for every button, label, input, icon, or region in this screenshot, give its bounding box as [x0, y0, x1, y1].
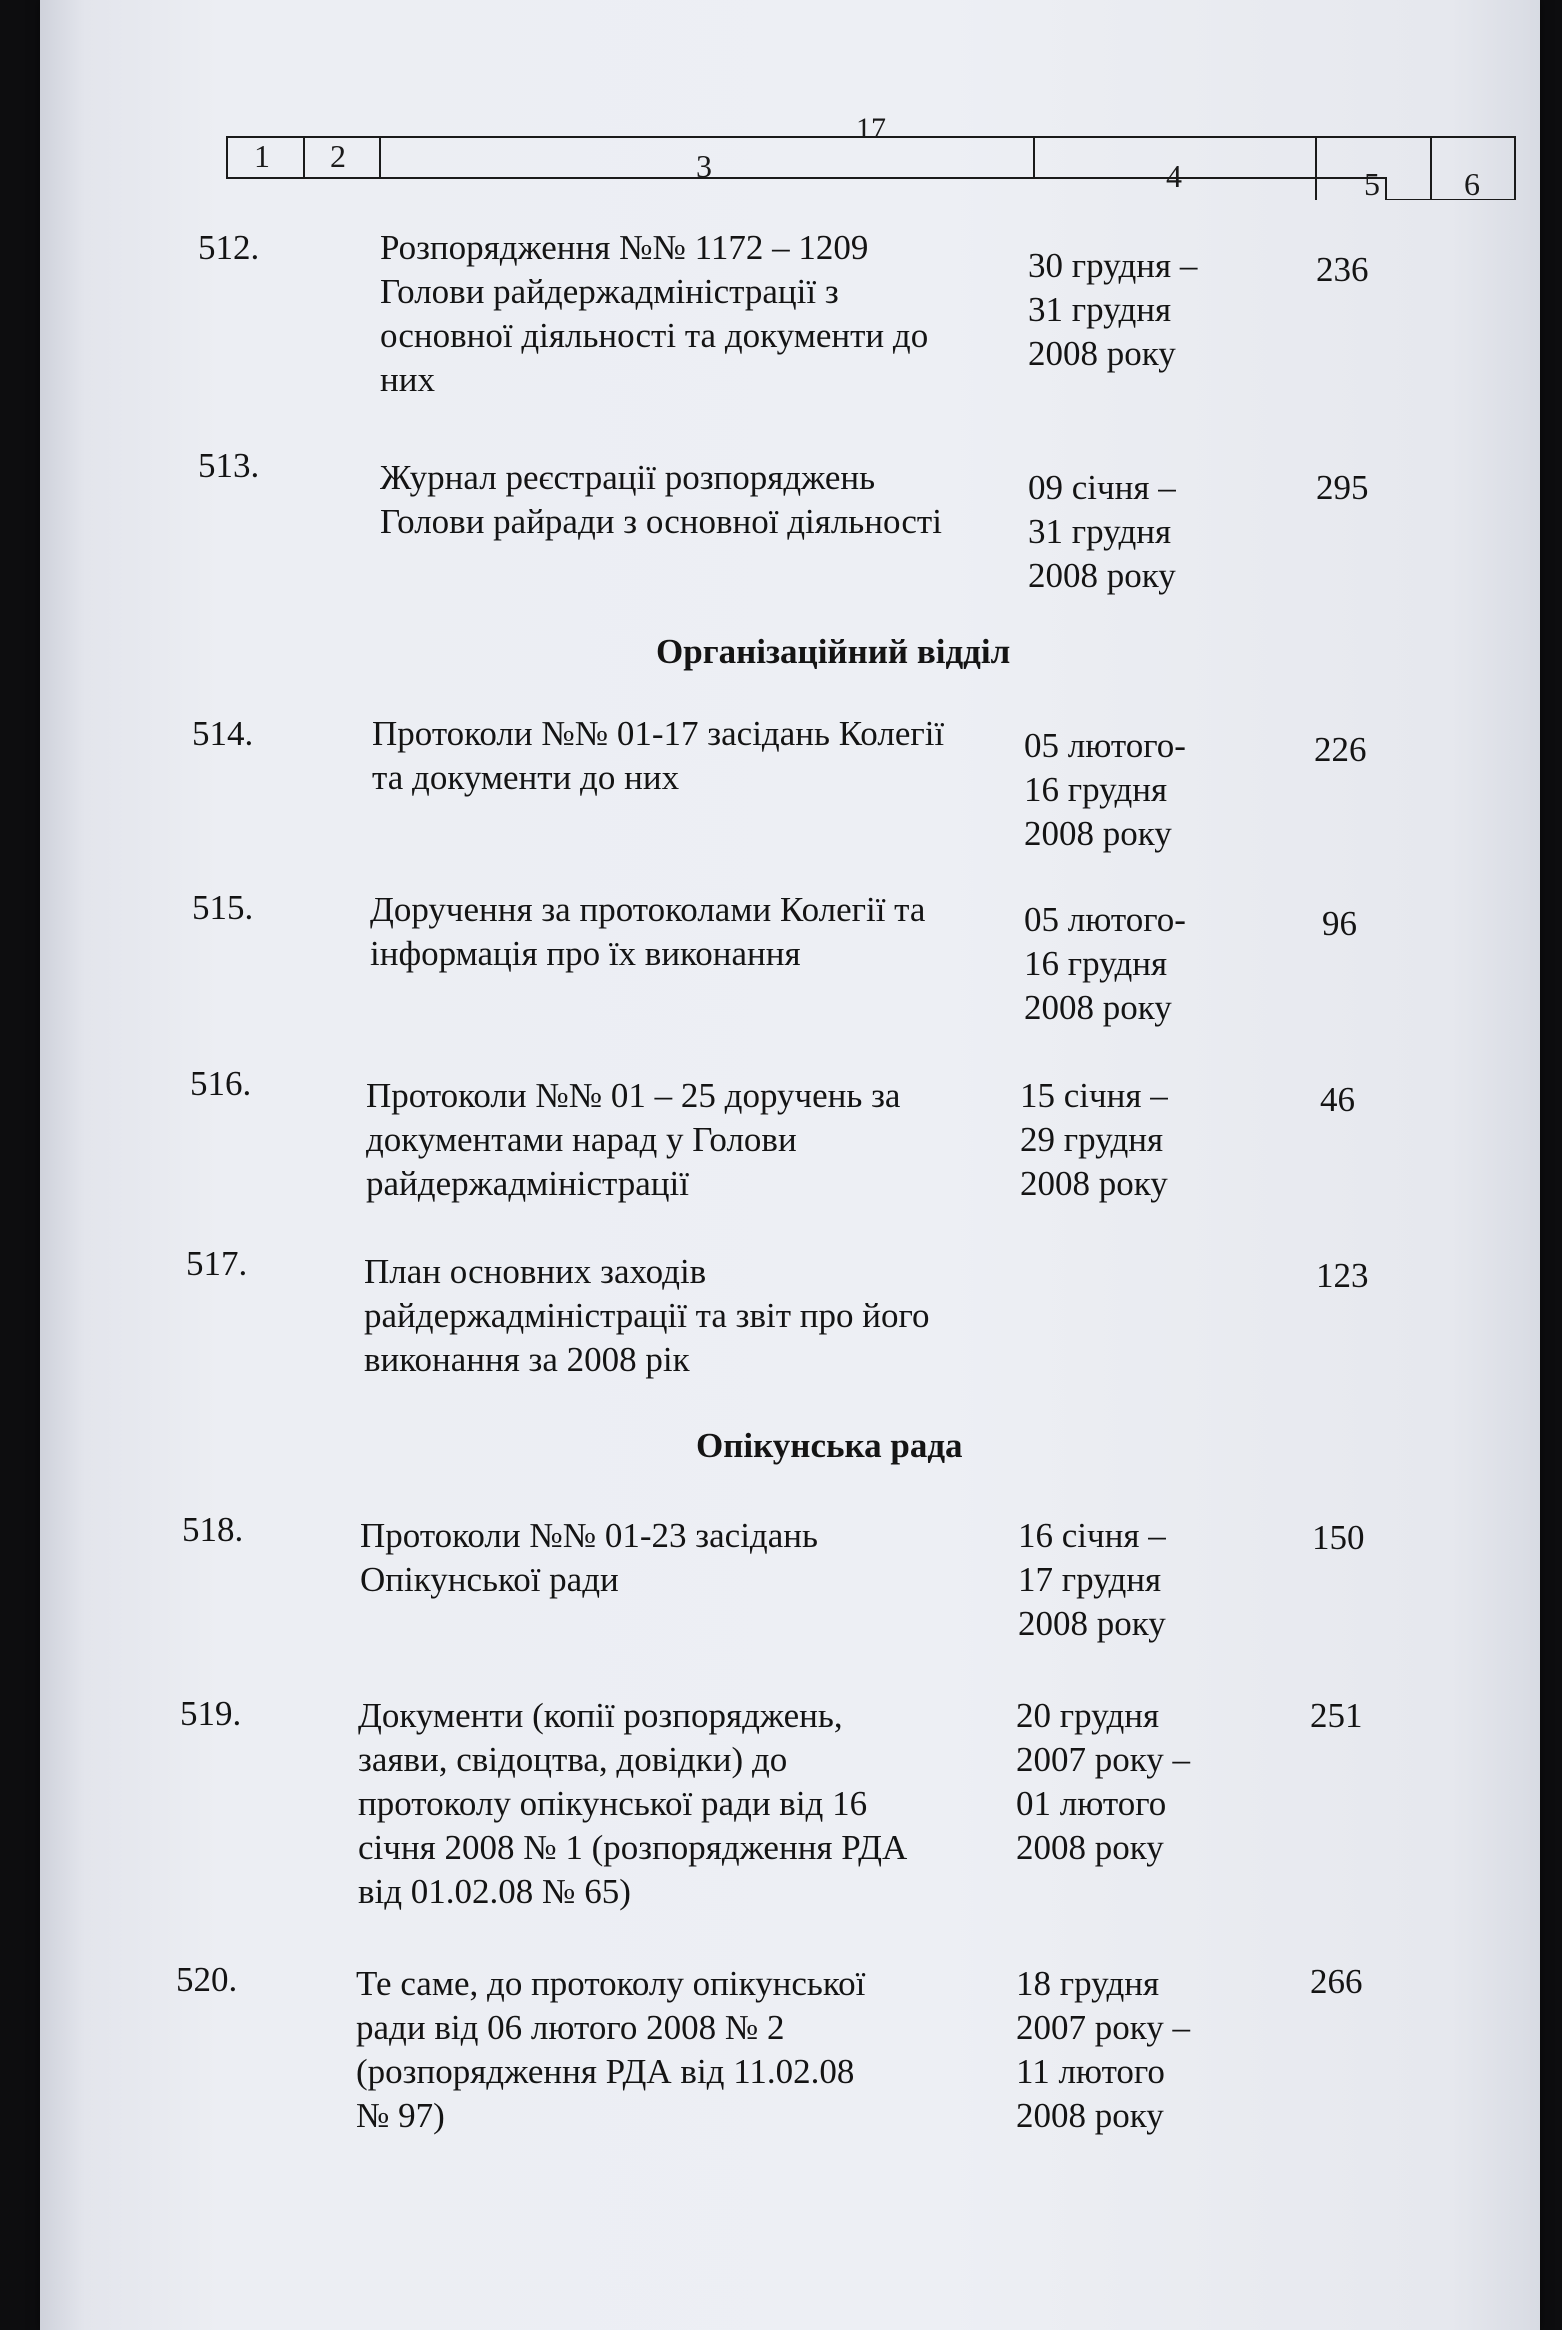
- record-title-line: Доручення за протоколами Колегії та: [370, 890, 926, 929]
- header-col-4: 4: [1166, 158, 1182, 194]
- record-title-line: та документи до них: [372, 758, 680, 797]
- record-number: 517.: [186, 1244, 248, 1283]
- record-title-line: січня 2008 № 1 (розпорядження РДА: [358, 1828, 908, 1867]
- record-date-line: 2008 року: [1024, 814, 1172, 853]
- record-date-line: 09 січня –: [1028, 468, 1176, 507]
- record-date-line: 16 грудня: [1024, 770, 1168, 809]
- column-header-row: [226, 136, 1516, 200]
- record-title-line: Протоколи №№ 01 – 25 доручень за: [366, 1076, 901, 1115]
- record-date-line: 05 лютого-: [1024, 726, 1186, 765]
- document-page: [40, 0, 1540, 2330]
- record-date-line: 2008 року: [1028, 334, 1176, 373]
- record-number: 518.: [182, 1510, 244, 1549]
- header-col-6: 6: [1464, 166, 1480, 202]
- record-dates: [1024, 724, 1186, 856]
- record-title-line: Голови райради з основної діяльності: [380, 502, 942, 541]
- record-title-line: Розпорядження №№ 1172 – 1209: [380, 228, 869, 267]
- record-title-line: ради від 06 лютого 2008 № 2: [356, 2008, 785, 2047]
- record-title: [358, 1694, 907, 1914]
- record-title-line: Те саме, до протоколу опікунської: [356, 1964, 866, 2003]
- record-title-line: документами нарад у Голови: [366, 1120, 797, 1159]
- record-title-line: Журнал реєстрації розпоряджень: [380, 458, 876, 497]
- record-date-line: 17 грудня: [1018, 1560, 1162, 1599]
- record-title-line: них: [380, 360, 435, 399]
- record-date-line: 16 січня –: [1018, 1516, 1166, 1555]
- record-title: [380, 456, 942, 544]
- page-number: 17: [856, 112, 886, 145]
- record-date-line: 2008 року: [1028, 556, 1176, 595]
- record-title-line: заяви, свідоцтва, довідки) до: [358, 1740, 788, 1779]
- record-title-line: Протоколи №№ 01-17 засідань Колегії: [372, 714, 945, 753]
- record-number: 515.: [192, 888, 254, 927]
- record-dates: [1028, 466, 1176, 598]
- record-sheet-count: 226: [1314, 730, 1367, 769]
- record-sheet-count: 123: [1316, 1256, 1369, 1295]
- record-title-line: основної діяльності та документи до: [380, 316, 929, 355]
- record-date-line: 2008 року: [1024, 988, 1172, 1027]
- record-title-line: План основних заходів: [364, 1252, 707, 1291]
- record-date-line: 2008 року: [1016, 1828, 1164, 1867]
- record-number: 519.: [180, 1694, 242, 1733]
- record-date-line: 2007 року –: [1016, 1740, 1191, 1779]
- record-title: [356, 1962, 865, 2138]
- header-col-5: 5: [1364, 166, 1380, 202]
- record-title-line: райдержадміністрації: [366, 1164, 689, 1203]
- record-title-line: Документи (копії розпоряджень,: [358, 1696, 843, 1735]
- record-title-line: № 97): [356, 2096, 445, 2135]
- record-dates: [1028, 244, 1197, 376]
- record-sheet-count: 46: [1320, 1080, 1355, 1119]
- record-title-line: виконання за 2008 рік: [364, 1340, 690, 1379]
- record-title-line: від 01.02.08 № 65): [358, 1872, 631, 1911]
- record-sheet-count: 150: [1312, 1518, 1365, 1557]
- record-title-line: райдержадміністрації та звіт про його: [364, 1296, 930, 1335]
- record-title: [370, 888, 925, 976]
- record-sheet-count: 266: [1310, 1962, 1363, 2001]
- record-date-line: 11 лютого: [1016, 2052, 1165, 2091]
- record-date-line: 18 грудня: [1016, 1964, 1160, 2003]
- record-title-line: (розпорядження РДА від 11.02.08: [356, 2052, 855, 2091]
- record-title-line: протоколу опікунської ради від 16: [358, 1784, 868, 1823]
- record-date-line: 2008 року: [1018, 1604, 1166, 1643]
- record-number: 513.: [198, 446, 260, 485]
- record-dates: [1016, 1962, 1190, 2138]
- column-header-grid: [226, 136, 1516, 200]
- record-date-line: 16 грудня: [1024, 944, 1168, 983]
- header-col-3: 3: [696, 148, 712, 184]
- record-sheet-count: 251: [1310, 1696, 1363, 1735]
- record-title: [380, 226, 928, 402]
- record-dates: [1016, 1694, 1190, 1870]
- record-number: 514.: [192, 714, 254, 753]
- record-date-line: 05 лютого-: [1024, 900, 1186, 939]
- record-title: [372, 712, 944, 800]
- record-dates: [1020, 1074, 1168, 1206]
- record-date-line: 2007 року –: [1016, 2008, 1191, 2047]
- header-col-1: 1: [254, 138, 270, 174]
- record-date-line: 2008 року: [1020, 1164, 1168, 1203]
- record-date-line: 20 грудня: [1016, 1696, 1160, 1735]
- record-number: 516.: [190, 1064, 252, 1103]
- record-date-line: 30 грудня –: [1028, 246, 1198, 285]
- record-number: 520.: [176, 1960, 238, 1999]
- record-date-line: 2008 року: [1016, 2096, 1164, 2135]
- record-title: [364, 1250, 930, 1382]
- record-title-line: Протоколи №№ 01-23 засідань: [360, 1516, 818, 1555]
- record-date-line: 29 грудня: [1020, 1120, 1164, 1159]
- record-title-line: Голови райдержадміністрації з: [380, 272, 839, 311]
- record-sheet-count: 295: [1316, 468, 1369, 507]
- record-date-line: 31 грудня: [1028, 512, 1172, 551]
- record-sheet-count: 96: [1322, 904, 1357, 943]
- record-number: 512.: [198, 228, 260, 267]
- section-heading: Опікунська рада: [696, 1426, 963, 1465]
- record-title: [366, 1074, 900, 1206]
- section-heading: Організаційний відділ: [656, 632, 1011, 671]
- record-title-line: інформація про їх виконання: [370, 934, 801, 973]
- record-sheet-count: 236: [1316, 250, 1369, 289]
- record-date-line: 31 грудня: [1028, 290, 1172, 329]
- header-col-2: 2: [330, 138, 346, 174]
- record-date-line: 15 січня –: [1020, 1076, 1168, 1115]
- record-dates: [1018, 1514, 1166, 1646]
- record-title-line: Опікунської ради: [360, 1560, 619, 1599]
- record-title: [360, 1514, 818, 1602]
- record-dates: [1024, 898, 1186, 1030]
- record-date-line: 01 лютого: [1016, 1784, 1167, 1823]
